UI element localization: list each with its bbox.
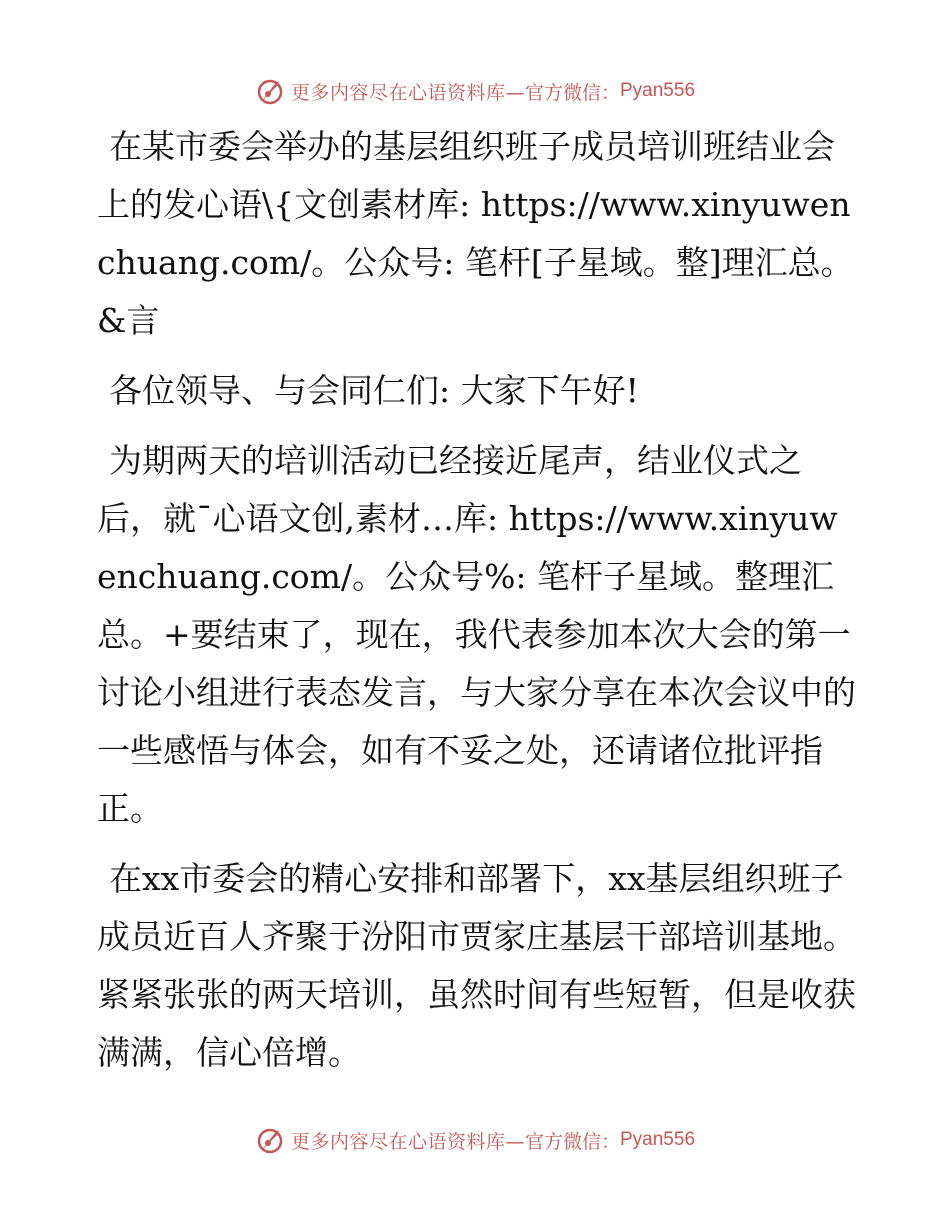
- quill-pen-logo-icon: [255, 76, 285, 106]
- wechat-id: Pyan556: [620, 1129, 696, 1150]
- promo-text: 更多内容尽在心语资料库—: [290, 1130, 525, 1153]
- document-paragraph: 在xx市委会的精心安排和部署下，xx基层组织班子成员近百人齐聚于汾阳市贾家庄基层干部培训基地。紧紧张张的两天培训，虽然时间有些短暂，但是收获满满，信心倍增。: [97, 859, 856, 1072]
- document-paragraph: 在某市委会举办的基层组织班子成员培训班结业会上的发心语\{文创素材库: https://www.xinyuwenchuang.com/。公众号: 笔杆[子星域。整]理汇总。&言: [97, 127, 854, 340]
- document-paragraph: 为期两天的培训活动已经接近尾声，结业仪式之后，就¯心语文创,素材…库: https://www.xinyuwenchuang.com/。公众号%: 笔杆子星域。整理汇总。+要结束了，现在，我代表参加本次大会的第一讨论小组进行表态发言，与大家分享在本次会议中的一些感悟与体会，如有不妥之处，还请诸位批评指正。: [97, 441, 856, 828]
- header-banner: [0, 71, 950, 111]
- quill-pen-logo-icon: [255, 1125, 285, 1155]
- document-body: [97, 118, 857, 1094]
- wechat-label: 官方微信：: [524, 1130, 620, 1153]
- promo-text: 更多内容尽在心语资料库—: [290, 81, 525, 104]
- wechat-id: Pyan556: [620, 80, 696, 101]
- footer-banner: [0, 1120, 950, 1160]
- document-paragraph: 各位领导、与会同仁们: 大家下午好!: [109, 371, 639, 410]
- wechat-label: 官方微信：: [524, 81, 620, 104]
